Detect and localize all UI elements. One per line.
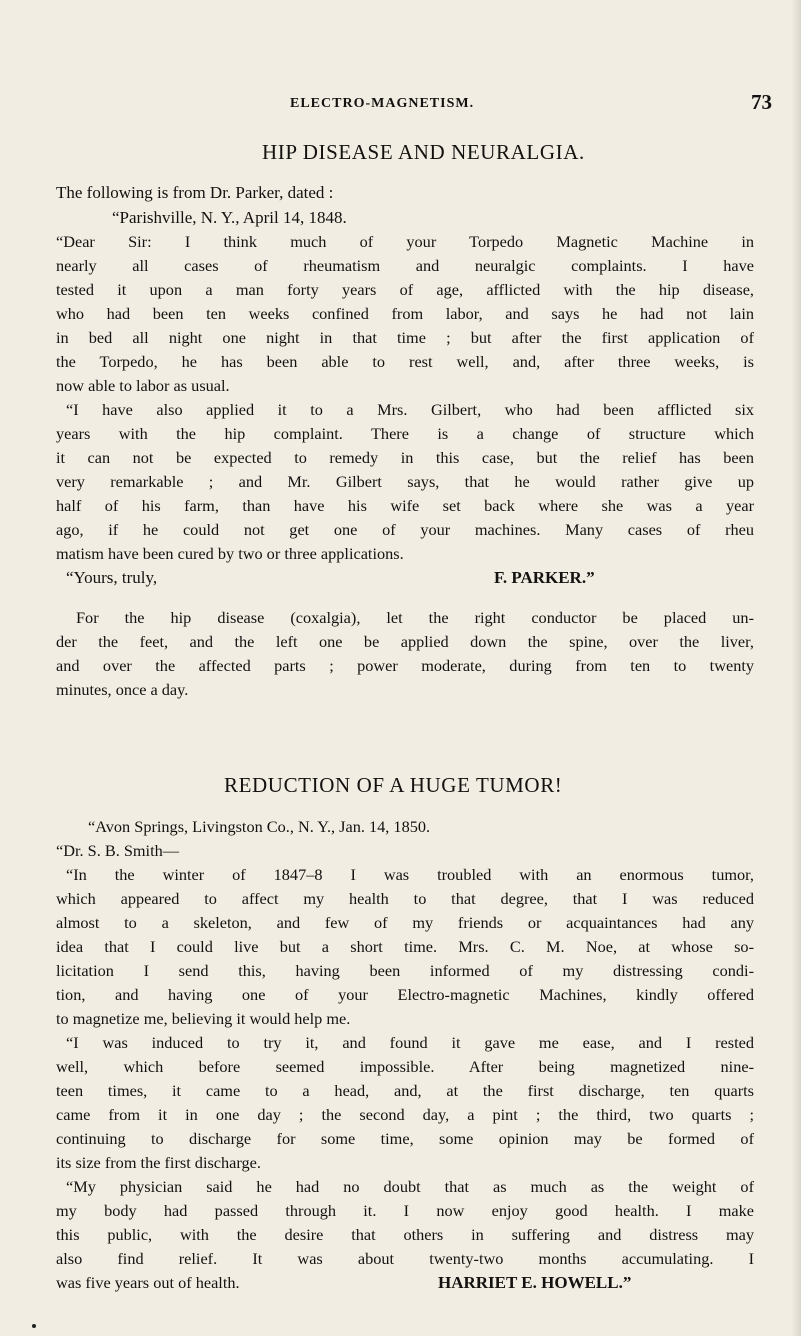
- letter-dateline: “Avon Springs, Livingston Co., N. Y., Jan. 14, 1850.: [88, 817, 431, 836]
- letter-line: “I was induced to try it, and found it gave me ease, and I rested: [66, 1033, 754, 1052]
- letter-line: idea that I could live but a short time. Mrs. C. M. Noe, at whose so-: [56, 937, 754, 956]
- letter-line: matism have been cured by two or three applications.: [56, 544, 404, 563]
- letter-line: very remarkable ; and Mr. Gilbert says, that he would rather give up: [56, 472, 754, 491]
- directions-line: For the hip disease (coxalgia), let the right conductor be placed un-: [76, 608, 754, 627]
- letter-line: the Torpedo, he has been able to rest well, and, after three weeks, is: [56, 352, 754, 371]
- letter-line: to magnetize me, believing it would help me.: [56, 1009, 351, 1028]
- letter-line: my body had passed through it. I now enjoy good health. I make: [56, 1201, 754, 1220]
- letter-closing: “Yours, truly,: [66, 568, 158, 587]
- directions-line: and over the affected parts ; power moderate, during from ten to twenty: [56, 656, 754, 675]
- print-speck: [32, 1324, 36, 1328]
- letter-line: which appeared to affect my health to that degree, that I was reduced: [56, 889, 754, 908]
- letter-line: teen times, it came to a head, and, at the first discharge, ten quarts: [56, 1081, 754, 1100]
- letter-line: well, which before seemed impossible. After being magnetized nine-: [56, 1057, 754, 1076]
- letter-signature: F. PARKER.”: [494, 568, 595, 587]
- directions-line: minutes, once a day.: [56, 680, 189, 699]
- letter-line: almost to a skeleton, and few of my friends or acquaintances had any: [56, 913, 754, 932]
- directions-line: der the feet, and the left one be applied down the spine, over the liver,: [56, 632, 754, 651]
- letter-line: years with the hip complaint. There is a change of structure which: [56, 424, 754, 443]
- letter-line: “In the winter of 1847–8 I was troubled with an enormous tumor,: [66, 865, 754, 884]
- letter-line: continuing to discharge for some time, some opinion may be formed of: [56, 1129, 754, 1148]
- letter-line: now able to labor as usual.: [56, 376, 230, 395]
- letter-line: “I have also applied it to a Mrs. Gilbert, who had been afflicted six: [66, 400, 754, 419]
- letter-line: in bed all night one night in that time ; but after the first application of: [56, 328, 754, 347]
- letter-line: “My physician said he had no doubt that as much as the weight of: [66, 1177, 754, 1196]
- letter-line: ago, if he could not get one of your machines. Many cases of rheu: [56, 520, 754, 539]
- letter-line: also find relief. It was about twenty-two months accumulating. I: [56, 1249, 754, 1268]
- letter-line: it can not be expected to remedy in this case, but the relief has been: [56, 448, 754, 467]
- section-heading-hip-disease: HIP DISEASE AND NEURALGIA.: [262, 140, 585, 164]
- letter-line: who had been ten weeks confined from labor, and says he had not lain: [56, 304, 754, 323]
- letter-last-line: was five years out of health.: [56, 1273, 240, 1292]
- letter-line: licitation I send this, having been informed of my distressing condi-: [56, 961, 754, 980]
- intro-line: The following is from Dr. Parker, dated :: [56, 183, 334, 202]
- letter-line: came from it in one day ; the second day, a pint ; the third, two quarts ;: [56, 1105, 754, 1124]
- running-head: ELECTRO-MAGNETISM.: [290, 96, 475, 111]
- page-edge-shadow: [791, 0, 801, 1336]
- letter-line: half of his farm, than have his wife set back where she was a year: [56, 496, 754, 515]
- letter-line: tion, and having one of your Electro-magnetic Machines, kindly offered: [56, 985, 754, 1004]
- letter-signature: HARRIET E. HOWELL.”: [438, 1273, 632, 1292]
- letter-line: tested it upon a man forty years of age, afflicted with the hip disease,: [56, 280, 754, 299]
- letter-salutation: “Dr. S. B. Smith—: [56, 841, 180, 860]
- page-number: 73: [751, 90, 772, 114]
- letter-line: nearly all cases of rheumatism and neuralgic complaints. I have: [56, 256, 754, 275]
- section-heading-tumor: REDUCTION OF A HUGE TUMOR!: [224, 773, 563, 797]
- letter-line: this public, with the desire that others in suffering and distress may: [56, 1225, 754, 1244]
- letter-line: its size from the first discharge.: [56, 1153, 261, 1172]
- letter-dateline: “Parishville, N. Y., April 14, 1848.: [112, 208, 347, 227]
- letter-line: “Dear Sir: I think much of your Torpedo Magnetic Machine in: [56, 232, 754, 251]
